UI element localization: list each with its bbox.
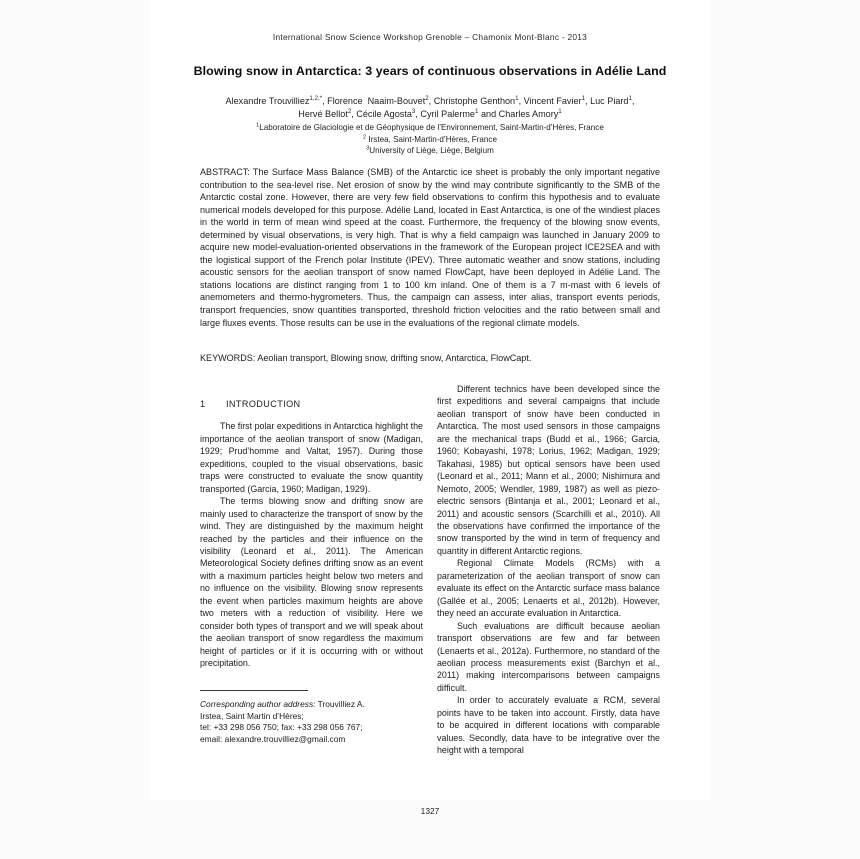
author-line-2: Hervé Bellot$^2$, Cécile Agosta$^3$, Cyril Palerme$^1$ and Charles Amory$^1$ xyxy=(298,108,562,120)
section-title: INTRODUCTION xyxy=(226,399,301,409)
footnote-line-3: tel: +33 298 056 750; fax: +33 298 056 767; xyxy=(200,722,363,733)
paragraph: Regional Climate Models (RCMs) with a parameterization of the aeolian transport of snow can evaluate its effect on the Antarctic surface mass balance (Gallée et al., 2005; Lenaerts et al., 2012b). However, they need an accurate evaluation in Antarctica. xyxy=(437,558,660,619)
affiliation-2: $^2$ Irstea, Saint-Martin-d’Hères, France xyxy=(363,133,497,144)
section-number: 1 xyxy=(200,399,206,409)
keywords-text: Aeolian transport, Blowing snow, drifting snow, Antarctica, FlowCapt. xyxy=(257,353,532,363)
footnote-name: Trouvilliez A. xyxy=(315,699,365,709)
body-column-right xyxy=(437,383,660,757)
running-head: International Snow Science Workshop Grenoble – Chamonix Mont-Blanc - 2013 xyxy=(272,32,588,42)
footnote-line-1 xyxy=(200,699,423,711)
affiliation-1: $^1$Laboratoire de Glaciologie et de Géophysique de l’Environnement, Saint-Martin-d’Hères, France xyxy=(256,122,604,132)
page-number: 1327 xyxy=(420,806,440,816)
paragraph: Such evaluations are difficult because aeolian transport observations are few and far between (Lenaerts et al., 2012a). Furthermore, no standard of the aeolian process measurements exist (Barchyn et al., 2011) making intercomparisons between campaigns difficult. xyxy=(437,620,660,693)
footnote-label: Corresponding author address: xyxy=(200,699,316,709)
affiliation-list xyxy=(160,122,700,157)
paragraph: In order to accurately evaluate a RCM, several points have to be taken into account. Firstly, data have to be acquired in different locations with comparable values. Secondly, data have to be integrative over the height with a temporal xyxy=(437,695,660,756)
body-column-left xyxy=(200,398,423,670)
footnote-rule xyxy=(200,690,308,691)
affiliation-3: $^3$University of Liège, Liège, Belgium xyxy=(366,145,494,156)
abstract-text: The Surface Mass Balance (SMB) of the Antarctic ice sheet is probably the only important negative contribution to the sea-level rise. Net erosion of snow by the wind may contribute significantly to the SMB of the Antarctic costal zone. However, there are very few field observations to confirm this hypothesis and to evaluate numerical models developed for this purpose. Adélie Land, located in East Antarctica, is one of the windiest places in the world in term of mean wind speed at the coast. Furthermore, the frequency of the blowing snow events, determined by visual observations, is very high. That is why a field campaign was launched in January 2009 to acquire new model-evaluation-oriented observations in the framework of the European project ICE2SEA and with the logistical support of the French polar Institute (IPEV). Three automatic weather and snow stations, including acoustic sensors for the aeolian transport of snow named FlowCapt, have been deployed in Adélie Land. The stations locations are distinct ranging from 1 to 100 km inland. One of them is a 7 m-mast with 6 levels of anemometers and thermo-hygrometers. Thus, the campaign can assess, inter alias, transport events periods, transport frequencies, snow quantities transported, threshold friction velocities and the ratio between small and large fluxes events. Those results can be use in the evaluations of the regional climate models. xyxy=(200,167,660,328)
footnote-line-2: Irstea, Saint Martin d’Hères; xyxy=(200,710,304,721)
abstract-block xyxy=(200,166,660,329)
paragraph: The first polar expeditions in Antarctica highlight the importance of the aeolian transport of snow (Madigan, 1929; Prud’homme and Valtat, 1957). During those expeditions, coupled to the visual observations, basic traps were constructed to evaluate the snow quantity transported (Garcia, 1960; Madigan, 1929). xyxy=(200,421,423,494)
footnote-line-4: email: alexandre.trouvilliez@gmail.com xyxy=(200,733,346,744)
author-list xyxy=(160,95,700,121)
keywords-block xyxy=(200,352,660,365)
corresponding-author-footnote xyxy=(200,690,423,745)
keywords-label: KEYWORDS: xyxy=(200,353,256,363)
page-title: Blowing snow in Antarctica: 3 years of continuous observations in Adélie Land xyxy=(193,64,667,78)
abstract-label: ABSTRACT: xyxy=(200,167,250,177)
author-line-1: Alexandre Trouvilliez$^{1,2,*}$, Florence Naaim-Bouvet$^2$, Christophe Genthon$^1$, Vincent Favier$^1$, Luc Piard$^1$, xyxy=(225,94,635,106)
paragraph: Different technics have been developed since the first expeditions and several campaigns that include aeolian transport of snow have been conducted in Antarctica. The most used sensors in those campaigns are the mechanical traps (Budd et al., 1966; Garcia, 1960; Kobayashi, 1978; Lorius, 1962; Madigan, 1929; Takahasi, 1985) but optical sensors have been used (Leonard et al., 2011; Mann et al., 2000; Nishimura and Nemoto, 2005; Wendler, 1989, 1987) as well as piezo-electric sensors (Bintanja et al., 2001; Leonard et al., 2011) and acoustic sensors (Scarchilli et al., 2010). All the observations have confirmed the importance of the snow transported by the wind in term of frequency and quantity in different Antarctic regions. xyxy=(437,384,660,556)
section-heading-introduction xyxy=(200,398,423,410)
paragraph: The terms blowing snow and drifting snow are mainly used to characterize the transport of snow by the wind. They are distinguished by the maximum height reached by the particles and their influence on the visibility (Leonard et al., 2011). The American Meteorological Society defines drifting snow as an event with a maximum particles height below two meters and no influence on the visibility. Blowing snow represents the event when particles maximum heights are above two meters with a reduction of visibility. Here we consider both types of transport and we will speak about the aeolian transport of snow regardless the maximum height of particles or if it is occurring with or without precipitation. xyxy=(200,496,423,669)
